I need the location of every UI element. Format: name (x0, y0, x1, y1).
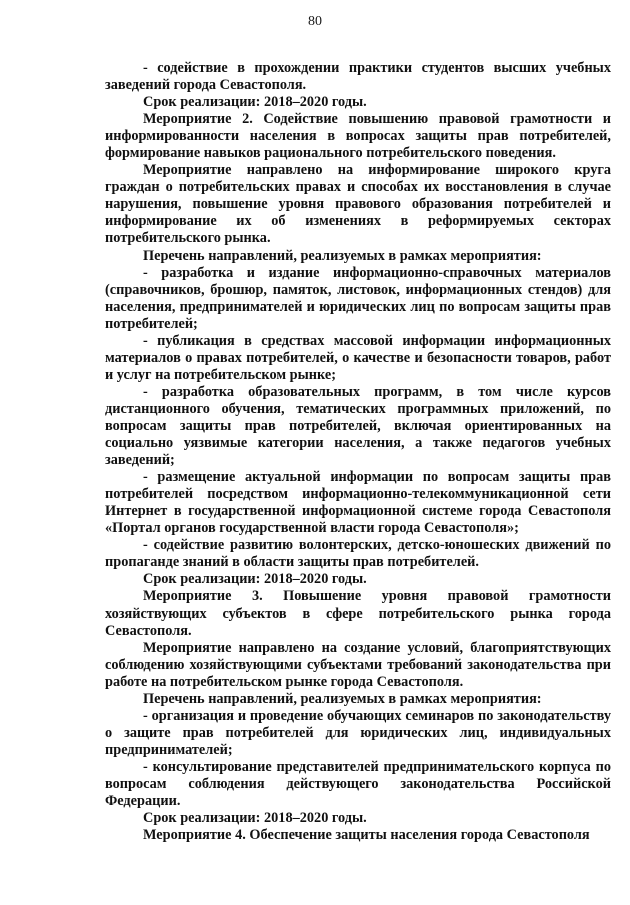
paragraph-measure-3-goal: Мероприятие направлено на создание условий, благоприятствующих соблюдению хозяйствующими субъектами требований законодательства при работе на потребительском рынке города Севастополя. (105, 639, 611, 690)
paragraph-directions-list-header-1: Перечень направлений, реализуемых в рамках мероприятия: (143, 247, 542, 264)
paragraph-measure-3-title: Мероприятие 3. Повышение уровня правовой грамотности хозяйствующих субъектов в сфере потребительского рынка города Севастополя. (105, 588, 611, 639)
paragraph-deadline-2: Срок реализации: 2018–2020 годы. (143, 571, 367, 588)
paragraph-deadline-3: Срок реализации: 2018–2020 годы. (143, 810, 367, 827)
paragraph-item-internet: - размещение актуальной информации по вопросам защиты прав потребителей посредством информационно-телекоммуникационной сети Интернет в государственной информационной системе города Севастополя «Портал органов государственной власти города Севастополя»; (105, 469, 611, 537)
paragraph-measure-2-goal: Мероприятие направлено на информирование широкого круга граждан о потребительских правах и способах их восстановления в случае нарушения, повышение уровня правового образования потребителей и информирование их об изменениях в реформируемых секторах потребительского рынка. (105, 162, 611, 247)
paragraph-item-materials: - разработка и издание информационно-справочных материалов (справочников, брошюр, памяток, листовок, информационных стендов) для населения, предпринимателей и юридических лиц по вопросам защиты прав потребителей; (105, 264, 611, 332)
paragraph-item-education: - разработка образовательных программ, в том числе курсов дистанционного обучения, тематических программных приложений, по вопросам защиты прав потребителей, включая ориентированных на социально уязвимые категории населения, а также педагогов учебных заведений; (105, 383, 611, 469)
document-body (105, 60, 611, 844)
paragraph-practice-support: - содействие в прохождении практики студентов высших учебных заведений города Севастополя. (105, 60, 611, 94)
paragraph-item-media: - публикация в средствах массовой информации информационных материалов о правах потребителей, о качестве и безопасности товаров, работ и услуг на потребительском рынке; (105, 332, 611, 383)
paragraph-directions-list-header-2: Перечень направлений, реализуемых в рамках мероприятия: (143, 690, 542, 707)
paragraph-item-seminars: - организация и проведение обучающих семинаров по законодательству о защите прав потребителей для юридических лиц, индивидуальных предпринимателей; (105, 707, 611, 758)
paragraph-measure-2-title: Мероприятие 2. Содействие повышению правовой грамотности и информированности населения в вопросах защиты прав потребителей, формирование навыков рационального потребительского поведения. (105, 111, 611, 162)
paragraph-deadline-1: Срок реализации: 2018–2020 годы. (143, 94, 367, 111)
page-number: 80 (308, 14, 322, 29)
paragraph-item-consulting: - консультирование представителей предпринимательского корпуса по вопросам соблюдения действующего законодательства Российской Федерации. (105, 758, 611, 810)
paragraph-measure-4-title: Мероприятие 4. Обеспечение защиты населения города Севастополя (143, 827, 590, 844)
paragraph-item-volunteers: - содействие развитию волонтерских, детско-юношеских движений по пропаганде знаний в области защиты прав потребителей. (105, 537, 611, 571)
